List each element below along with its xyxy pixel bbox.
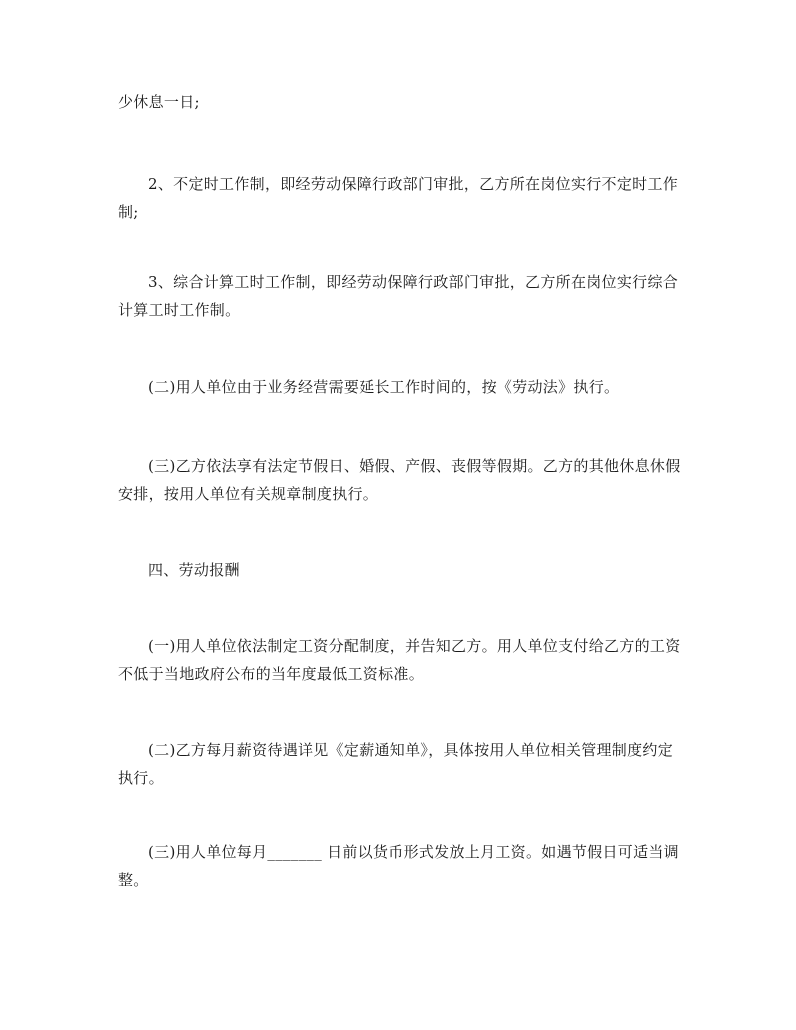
paragraph-holidays: (三)乙方依法享有法定节假日、婚假、产假、丧假等假期。乙方的其他休息休假安排，按用人单位有关规章制度执行。: [118, 457, 681, 503]
paragraph-irregular-hours: 2、不定时工作制，即经劳动保障行政部门审批，乙方所在岗位实行不定时工作制;: [118, 175, 679, 221]
paragraph-rest-day-continuation: 少休息一日;: [118, 93, 200, 111]
paragraph-salary-notice: (二)乙方每月薪资待遇详见《定薪通知单》，具体按用人单位相关管理制度约定执行。: [118, 741, 674, 787]
paragraph-pay-date: (三)用人单位每月_______ 日前以货币形式发放上月工资。如遇节假日可适当调整。: [118, 843, 679, 889]
section-heading-remuneration: 四、劳动报酬: [148, 561, 240, 579]
paragraph-overtime: (二)用人单位由于业务经营需要延长工作时间的，按《劳动法》执行。: [148, 378, 620, 396]
paragraph-wage-system: (一)用人单位依法制定工资分配制度，并告知乙方。用人单位支付给乙方的工资不低于当地政府公布的当年度最低工资标准。: [118, 637, 681, 683]
paragraph-comprehensive-hours: 3、综合计算工时工作制，即经劳动保障行政部门审批，乙方所在岗位实行综合计算工时工作制。: [118, 273, 679, 319]
